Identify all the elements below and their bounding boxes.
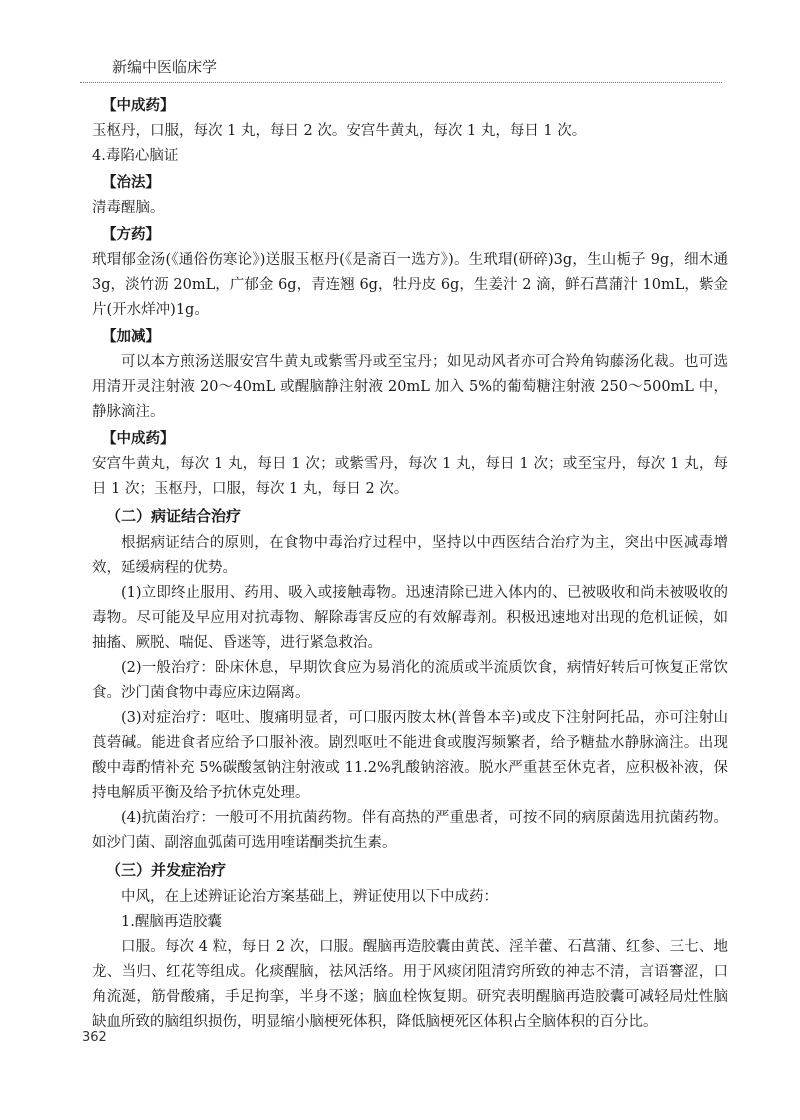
section-label-modification: 【加减】 [102,329,160,345]
paragraph: 口服。每次 4 粒，每日 2 次，口服。醒脑再造胶囊由黄芪、淫羊藿、石菖蒲、红参、三七、地龙、当归、红花等组成。化痰醒脑，祛风活络。用于风痰闭阻清窍所致的神志不清，言语謇涩，口角流涎，筋骨酸痛，手足拘挛，半身不遂；脑血栓恢复期。研究表明醒脑再造胶囊可减轻局灶性脑缺血所致的脑组织损伤，明显缩小脑梗死体积，降低脑梗死区体积占全脑体积的百分比。 [92,939,728,1030]
paragraph: 安宫牛黄丸，每次 1 丸，每日 1 次；或紫雪丹，每次 1 丸，每日 1 次；或至宝丹，每次 1 丸，每日 1 次；玉枢丹，口服，每次 1 丸，每日 2 次。 [92,456,728,497]
subsection-title: 4.毒陷心脑证 [92,148,179,164]
paragraph: 可以本方煎汤送服安宫牛黄丸或紫雪丹或至宝丹；如见动风者亦可合羚角钩藤汤化裁。也可选用清开灵注射液 20～40mL 或醒脑静注射液 20mL 加入 5%的葡萄糖注射液 250～500mL 中，静脉滴注。 [92,354,728,420]
page-number: 362 [82,1030,107,1045]
paragraph: (4)抗菌治疗：一般可不用抗菌药物。伴有高热的严重患者，可按不同的病原菌选用抗菌药物。如沙门菌、副溶血弧菌可选用喹诺酮类抗生素。 [92,810,728,851]
paragraph: 玉枢丹，口服，每次 1 丸，每日 2 次。安宫牛黄丸，每次 1 丸，每日 1 次。 [92,123,587,139]
subsection-title: 1.醒脑再造胶囊 [121,914,222,930]
section-heading: （二）病证结合治疗 [106,507,242,525]
section-heading: （三）并发症治疗 [106,861,227,879]
paragraph: 玳瑁郁金汤(《通俗伤寒论》)送服玉枢丹(《是斋百一选方》)。生玳瑁(研碎)3g，生山栀子 9g，细木通 3g，淡竹沥 20mL，广郁金 6g，青连翘 6g，牡丹皮 6g，生姜汁 2 滴，鲜石菖蒲汁 10mL，紫金片(开水烊冲)1g。 [92,252,728,318]
section-label-prescription: 【方药】 [102,227,160,243]
section-label-patent-medicine: 【中成药】 [102,431,175,447]
section-label-patent-medicine: 【中成药】 [102,98,175,114]
running-head: 新编中医临床学 [112,58,218,76]
paragraph: 根据病证结合的原则，在食物中毒治疗过程中，坚持以中西医结合治疗为主，突出中医减毒增效，延缓病程的优势。 [92,535,728,576]
paragraph: (3)对症治疗：呕吐、腹痛明显者，可口服丙胺太林(普鲁本辛)或皮下注射阿托品，亦可注射山莨菪碱。能进食者应给予口服补液。剧烈呕吐不能进食或腹泻频繁者，给予糖盐水静脉滴注。出现酸中毒酌情补充 5%碳酸氢钠注射液或 11.2%乳酸钠溶液。脱水严重甚至休克者，应积极补液，保持电解质平衡及给予抗休克处理。 [92,710,728,801]
header-rule [80,82,722,83]
page-body [92,92,728,1035]
paragraph: 中风，在上述辨证论治方案基础上，辨证使用以下中成药： [121,889,498,905]
paragraph: (2)一般治疗：卧床休息，早期饮食应为易消化的流质或半流质饮食，病情好转后可恢复正常饮食。沙门菌食物中毒应床边隔离。 [92,660,728,701]
paragraph: 清毒醒脑。 [92,200,165,216]
section-label-treatment: 【治法】 [102,175,160,191]
paragraph: (1)立即终止服用、药用、吸入或接触毒物。迅速清除已进入体内的、已被吸收和尚未被吸收的毒物。尽可能及早应用对抗毒物、解除毒害反应的有效解毒剂。积极迅速地对出现的危机证候，如抽搐、厥脱、喘促、昏迷等，进行紧急救治。 [92,585,728,651]
